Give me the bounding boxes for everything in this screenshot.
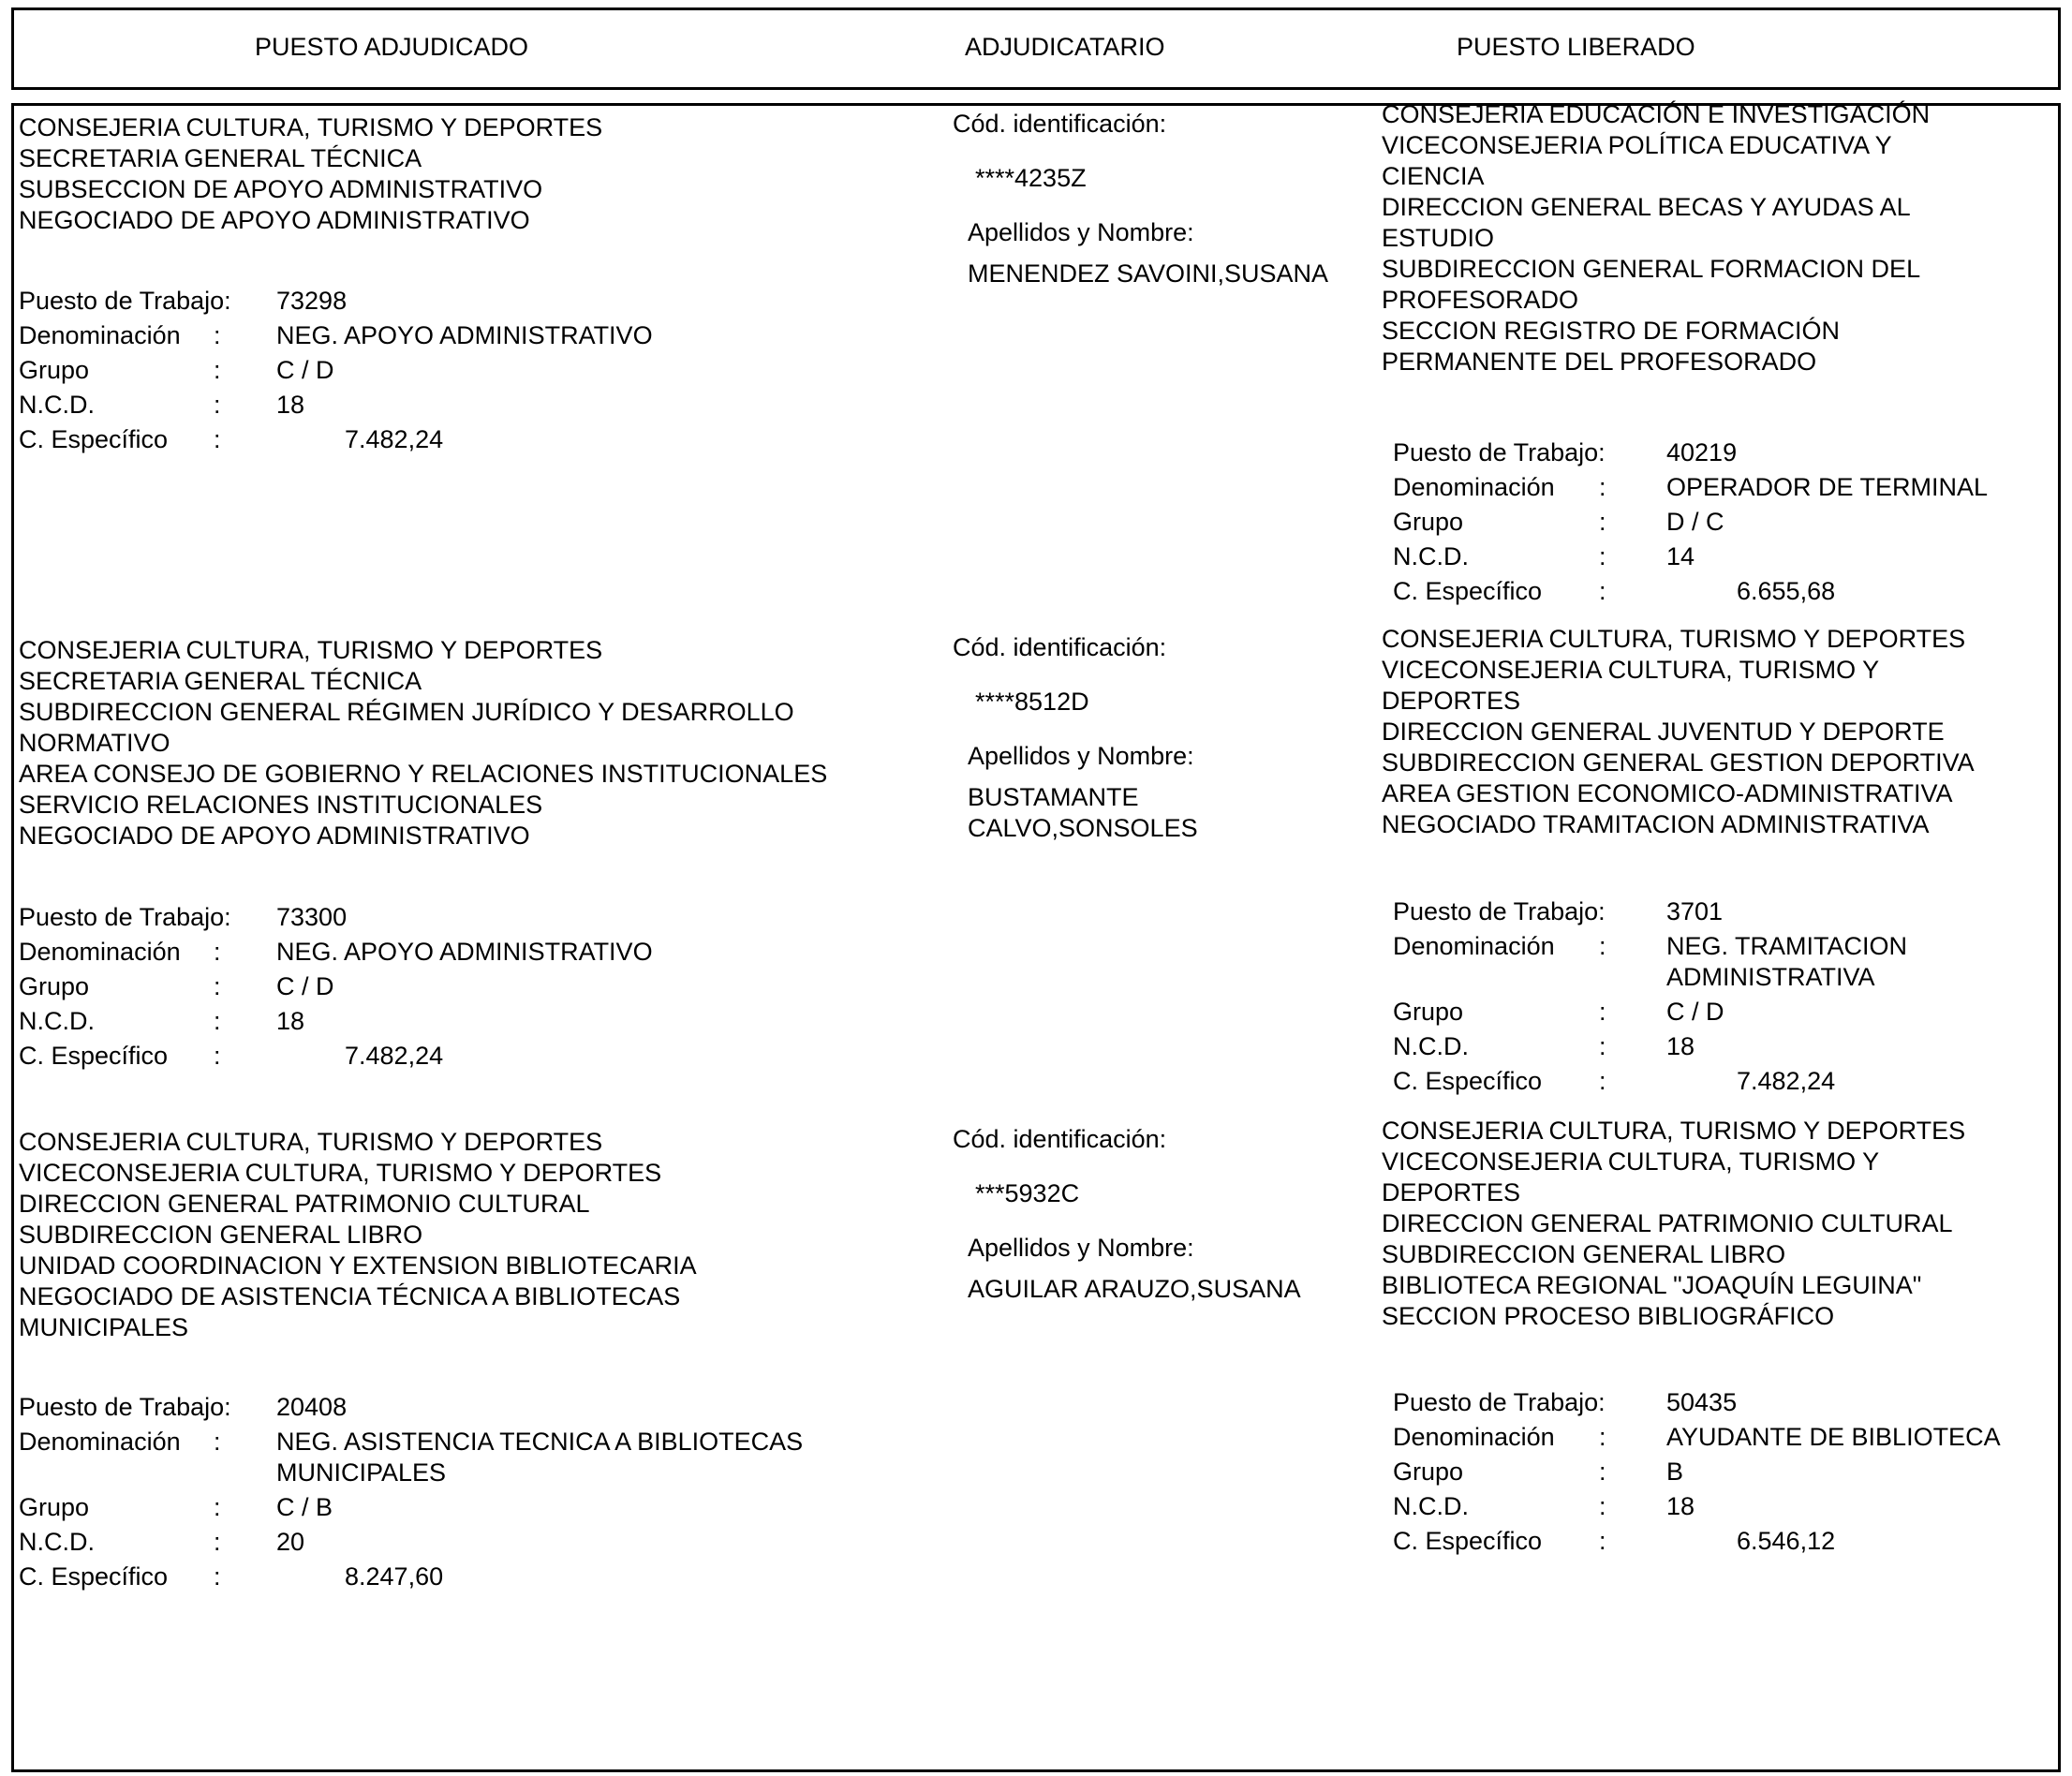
label-cod-identificacion: Cód. identificación: xyxy=(953,1125,1167,1153)
value-ncd: 18 xyxy=(276,391,305,419)
liberado-org-1-line: ESTUDIO xyxy=(1382,224,1495,252)
value-c-especifico: 6.655,68 xyxy=(1737,577,1836,605)
adjudicado-org-3-line: SUBDIRECCION GENERAL LIBRO xyxy=(19,1221,423,1249)
liberado-org-2 xyxy=(1382,624,1975,840)
liberado-org-1-line: VICECONSEJERIA POLÍTICA EDUCATIVA Y xyxy=(1382,131,1892,159)
label-c-especifico: C. Específico xyxy=(19,1562,169,1591)
label-denominacion: Denominación xyxy=(19,938,181,966)
adjudicado-org-2-line: NORMATIVO xyxy=(19,729,170,757)
colon: : xyxy=(1599,1032,1606,1060)
label-puesto-trabajo: Puesto de Trabajo: xyxy=(1393,897,1606,925)
liberado-org-2-line: NEGOCIADO TRAMITACION ADMINISTRATIVA xyxy=(1382,810,1930,838)
header-adjudicatario: ADJUDICATARIO xyxy=(965,33,1165,61)
liberado-org-3-line: SECCION PROCESO BIBLIOGRÁFICO xyxy=(1382,1302,1835,1330)
liberado-org-1-line: PROFESORADO xyxy=(1382,286,1579,314)
label-c-especifico: C. Específico xyxy=(1393,1527,1543,1555)
value-denominacion: MUNICIPALES xyxy=(276,1458,447,1487)
liberado-org-1-line: SUBDIRECCION GENERAL FORMACION DEL xyxy=(1382,255,1921,283)
value-denominacion: ADMINISTRATIVA xyxy=(1666,963,1875,991)
value-c-especifico: 7.482,24 xyxy=(345,425,444,453)
value-cod-identificacion: ****4235Z xyxy=(975,164,1087,192)
label-puesto-trabajo: Puesto de Trabajo: xyxy=(1393,1388,1606,1416)
colon: : xyxy=(1599,1067,1606,1095)
liberado-org-2-line: CONSEJERIA CULTURA, TURISMO Y DEPORTES xyxy=(1382,625,1966,653)
value-apellidos-nombre: CALVO,SONSOLES xyxy=(968,814,1198,842)
adjudicado-org-2 xyxy=(19,635,827,851)
value-puesto: 20408 xyxy=(276,1393,348,1421)
value-denominacion: OPERADOR DE TERMINAL xyxy=(1666,473,1989,501)
value-grupo: B xyxy=(1666,1458,1684,1486)
colon: : xyxy=(214,1007,221,1035)
value-grupo: C / D xyxy=(1666,998,1724,1026)
adjudicado-org-2-line: SERVICIO RELACIONES INSTITUCIONALES xyxy=(19,791,543,819)
colon: : xyxy=(214,356,221,384)
value-grupo: C / D xyxy=(276,356,334,384)
colon: : xyxy=(214,972,221,1000)
value-cod-identificacion: ***5932C xyxy=(975,1179,1080,1207)
adjudicado-org-3-line: NEGOCIADO DE ASISTENCIA TÉCNICA A BIBLIOTECAS xyxy=(19,1282,681,1310)
label-ncd: N.C.D. xyxy=(19,391,95,419)
value-c-especifico: 6.546,12 xyxy=(1737,1527,1836,1555)
label-grupo: Grupo xyxy=(19,1493,90,1521)
label-ncd: N.C.D. xyxy=(1393,1032,1469,1060)
label-denominacion: Denominación xyxy=(19,1428,181,1456)
label-cod-identificacion: Cód. identificación: xyxy=(953,633,1167,661)
value-denominacion: AYUDANTE DE BIBLIOTECA xyxy=(1666,1423,2001,1451)
value-c-especifico: 7.482,24 xyxy=(345,1042,444,1070)
label-apellidos-nombre: Apellidos y Nombre: xyxy=(968,1234,1194,1262)
liberado-org-1 xyxy=(1382,99,1930,377)
value-denominacion: NEG. ASISTENCIA TECNICA A BIBLIOTECAS xyxy=(276,1428,804,1456)
value-puesto: 50435 xyxy=(1666,1388,1738,1416)
colon: : xyxy=(1599,473,1606,501)
label-puesto-trabajo: Puesto de Trabajo: xyxy=(19,287,231,315)
colon: : xyxy=(214,425,221,453)
adjudicado-org-3-line: MUNICIPALES xyxy=(19,1313,189,1341)
adjudicado-org-3-line: DIRECCION GENERAL PATRIMONIO CULTURAL xyxy=(19,1190,590,1218)
value-c-especifico: 7.482,24 xyxy=(1737,1067,1836,1095)
liberado-org-1-line: PERMANENTE DEL PROFESORADO xyxy=(1382,348,1817,376)
adjudicado-org-3-line: CONSEJERIA CULTURA, TURISMO Y DEPORTES xyxy=(19,1128,603,1156)
label-denominacion: Denominación xyxy=(19,321,181,349)
colon: : xyxy=(214,938,221,966)
value-grupo: C / B xyxy=(276,1493,333,1521)
value-denominacion: NEG. APOYO ADMINISTRATIVO xyxy=(276,321,653,349)
label-denominacion: Denominación xyxy=(1393,1423,1555,1451)
value-apellidos-nombre: BUSTAMANTE xyxy=(968,783,1139,811)
liberado-org-3-line: DIRECCION GENERAL PATRIMONIO CULTURAL xyxy=(1382,1209,1953,1237)
liberado-org-3-line: VICECONSEJERIA CULTURA, TURISMO Y xyxy=(1382,1147,1880,1176)
colon: : xyxy=(214,321,221,349)
label-grupo: Grupo xyxy=(1393,998,1464,1026)
liberado-org-3-line: SUBDIRECCION GENERAL LIBRO xyxy=(1382,1240,1786,1268)
adjudicado-org-3-line: VICECONSEJERIA CULTURA, TURISMO Y DEPORTES xyxy=(19,1159,662,1187)
liberado-org-3 xyxy=(1382,1116,1965,1332)
header-puesto-liberado: PUESTO LIBERADO xyxy=(1457,33,1695,61)
colon: : xyxy=(1599,1423,1606,1451)
colon: : xyxy=(214,1493,221,1521)
liberado-org-2-line: AREA GESTION ECONOMICO-ADMINISTRATIVA xyxy=(1382,779,1953,807)
value-grupo: C / D xyxy=(276,972,334,1000)
colon: : xyxy=(214,1562,221,1591)
colon: : xyxy=(1599,998,1606,1026)
adjudicado-org-1 xyxy=(19,112,602,236)
liberado-org-1-line: SECCION REGISTRO DE FORMACIÓN xyxy=(1382,317,1841,345)
colon: : xyxy=(214,1428,221,1456)
label-c-especifico: C. Específico xyxy=(1393,577,1543,605)
colon: : xyxy=(1599,542,1606,570)
colon: : xyxy=(1599,577,1606,605)
adjudicado-org-3 xyxy=(19,1127,697,1343)
liberado-org-1-line: DIRECCION GENERAL BECAS Y AYUDAS AL xyxy=(1382,193,1911,221)
label-denominacion: Denominación xyxy=(1393,932,1555,960)
label-apellidos-nombre: Apellidos y Nombre: xyxy=(968,742,1194,770)
label-grupo: Grupo xyxy=(19,972,90,1000)
value-ncd: 20 xyxy=(276,1528,305,1556)
adjudicado-org-2-line: SECRETARIA GENERAL TÉCNICA xyxy=(19,667,422,695)
liberado-org-2-line: VICECONSEJERIA CULTURA, TURISMO Y xyxy=(1382,656,1880,684)
colon: : xyxy=(1599,1527,1606,1555)
label-grupo: Grupo xyxy=(1393,1458,1464,1486)
label-c-especifico: C. Específico xyxy=(19,425,169,453)
value-puesto: 40219 xyxy=(1666,438,1738,466)
liberado-org-1-line: CIENCIA xyxy=(1382,162,1485,190)
value-puesto: 3701 xyxy=(1666,897,1724,925)
label-grupo: Grupo xyxy=(19,356,90,384)
value-cod-identificacion: ****8512D xyxy=(975,688,1089,716)
value-puesto: 73298 xyxy=(276,287,348,315)
value-ncd: 18 xyxy=(1666,1492,1695,1520)
value-ncd: 18 xyxy=(276,1007,305,1035)
liberado-org-3-line: CONSEJERIA CULTURA, TURISMO Y DEPORTES xyxy=(1382,1117,1966,1145)
adjudicado-org-2-line: AREA CONSEJO DE GOBIERNO Y RELACIONES INSTITUCIONALES xyxy=(19,760,828,788)
value-ncd: 18 xyxy=(1666,1032,1695,1060)
value-denominacion: NEG. APOYO ADMINISTRATIVO xyxy=(276,938,653,966)
label-c-especifico: C. Específico xyxy=(1393,1067,1543,1095)
colon: : xyxy=(1599,1458,1606,1486)
header-box xyxy=(11,7,2061,90)
value-puesto: 73300 xyxy=(276,903,348,931)
adjudicado-org-3-line: UNIDAD COORDINACION Y EXTENSION BIBLIOTECARIA xyxy=(19,1251,697,1280)
label-grupo: Grupo xyxy=(1393,508,1464,536)
adjudicado-org-1-line: SUBSECCION DE APOYO ADMINISTRATIVO xyxy=(19,175,543,203)
label-ncd: N.C.D. xyxy=(1393,542,1469,570)
label-ncd: N.C.D. xyxy=(1393,1492,1469,1520)
adjudicado-org-2-line: CONSEJERIA CULTURA, TURISMO Y DEPORTES xyxy=(19,636,603,664)
value-ncd: 14 xyxy=(1666,542,1695,570)
label-denominacion: Denominación xyxy=(1393,473,1555,501)
label-ncd: N.C.D. xyxy=(19,1528,95,1556)
adjudicado-org-2-line: SUBDIRECCION GENERAL RÉGIMEN JURÍDICO Y DESARROLLO xyxy=(19,698,794,726)
colon: : xyxy=(214,1042,221,1070)
label-ncd: N.C.D. xyxy=(19,1007,95,1035)
label-cod-identificacion: Cód. identificación: xyxy=(953,110,1167,138)
label-apellidos-nombre: Apellidos y Nombre: xyxy=(968,218,1194,246)
value-grupo: D / C xyxy=(1666,508,1724,536)
value-denominacion: NEG. TRAMITACION xyxy=(1666,932,1908,960)
liberado-org-3-line: DEPORTES xyxy=(1382,1178,1521,1206)
adjudicado-org-1-line: CONSEJERIA CULTURA, TURISMO Y DEPORTES xyxy=(19,113,603,141)
label-puesto-trabajo: Puesto de Trabajo: xyxy=(19,903,231,931)
label-puesto-trabajo: Puesto de Trabajo: xyxy=(1393,438,1606,466)
label-c-especifico: C. Específico xyxy=(19,1042,169,1070)
colon: : xyxy=(1599,932,1606,960)
colon: : xyxy=(1599,1492,1606,1520)
colon: : xyxy=(1599,508,1606,536)
adjudicado-org-2-line: NEGOCIADO DE APOYO ADMINISTRATIVO xyxy=(19,821,530,850)
adjudicado-org-1-line: NEGOCIADO DE APOYO ADMINISTRATIVO xyxy=(19,206,530,234)
value-apellidos-nombre: MENENDEZ SAVOINI,SUSANA xyxy=(968,259,1329,288)
liberado-org-1-line: CONSEJERIA EDUCACIÓN E INVESTIGACIÓN xyxy=(1382,100,1931,128)
label-puesto-trabajo: Puesto de Trabajo: xyxy=(19,1393,231,1421)
colon: : xyxy=(214,391,221,419)
liberado-org-2-line: DEPORTES xyxy=(1382,687,1521,715)
value-apellidos-nombre: AGUILAR ARAUZO,SUSANA xyxy=(968,1275,1301,1303)
colon: : xyxy=(214,1528,221,1556)
liberado-org-2-line: DIRECCION GENERAL JUVENTUD Y DEPORTE xyxy=(1382,718,1945,746)
liberado-org-2-line: SUBDIRECCION GENERAL GESTION DEPORTIVA xyxy=(1382,748,1975,777)
liberado-org-3-line: BIBLIOTECA REGIONAL "JOAQUÍN LEGUINA" xyxy=(1382,1271,1922,1299)
value-c-especifico: 8.247,60 xyxy=(345,1562,444,1591)
header-puesto-adjudicado: PUESTO ADJUDICADO xyxy=(255,33,529,61)
adjudicado-org-1-line: SECRETARIA GENERAL TÉCNICA xyxy=(19,144,422,172)
